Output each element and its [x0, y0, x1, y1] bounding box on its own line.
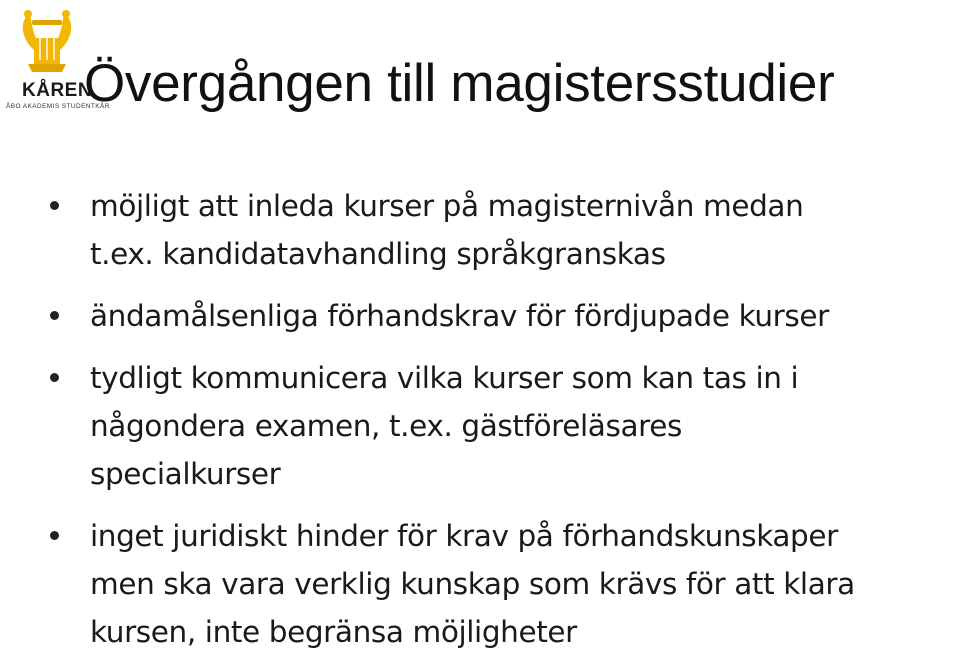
bullet-item: [48, 354, 953, 498]
bullet-item: [48, 182, 953, 278]
bullet-text-line: specialkurser: [90, 457, 281, 491]
bullet-icon: [50, 531, 59, 540]
bullet-icon: [50, 311, 59, 320]
bullet-text-line: t.ex. kandidatavhandling språkgranskas: [90, 237, 666, 271]
bullet-text-line: någondera examen, t.ex. gästföreläsares: [90, 409, 682, 443]
bullet-text-line: möjligt att inleda kurser på magisternivån medan: [90, 189, 804, 223]
logo-name: KÅREN: [22, 80, 93, 101]
bullet-list: [48, 182, 953, 670]
logo-subtitle: ÅBO AKADEMIS STUDENTKÅR: [6, 103, 110, 110]
karen-logo: [4, 6, 110, 110]
bullet-item: [48, 512, 953, 656]
slide-title: Övergången till magistersstudier: [84, 54, 835, 113]
bullet-text-line: ändamålsenliga förhandskrav för fördjupade kurser: [90, 299, 829, 333]
bullet-icon: [50, 201, 59, 210]
bullet-text-line: tydligt kommunicera vilka kurser som kan tas in i: [90, 361, 799, 395]
lyre-icon: [4, 6, 90, 82]
bullet-text-line: kursen, inte begränsa möjligheter: [90, 615, 577, 649]
bullet-text-line: men ska vara verklig kunskap som krävs för att klara: [90, 567, 855, 601]
bullet-icon: [50, 373, 59, 382]
bullet-text-line: inget juridiskt hinder för krav på förhandskunskaper: [90, 519, 838, 553]
bullet-item: [48, 292, 953, 340]
